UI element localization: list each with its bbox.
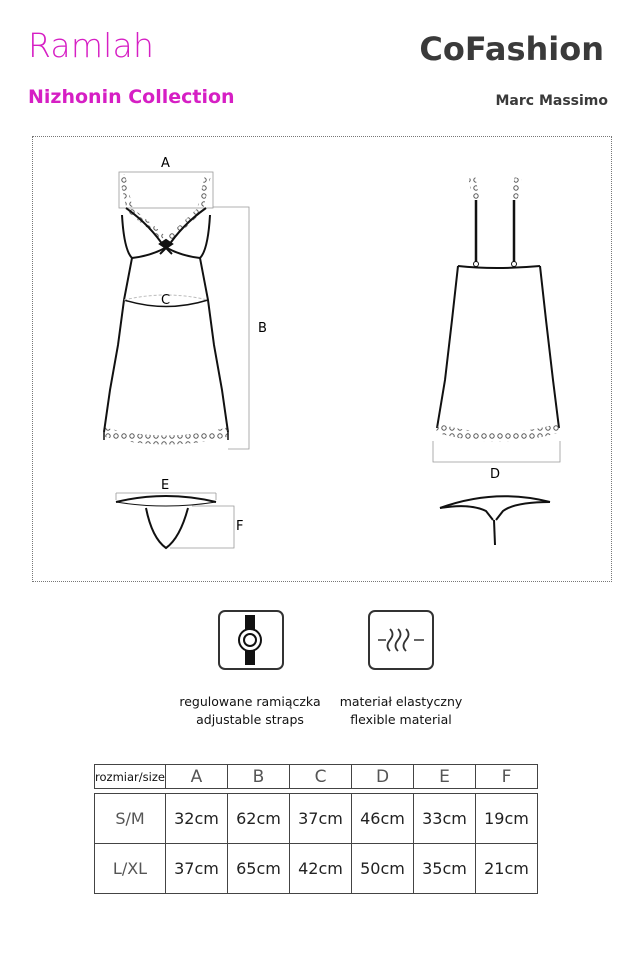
back-chemise-drawing: [433, 178, 560, 462]
value-cell: 21cm: [476, 844, 538, 894]
column-header: B: [228, 765, 290, 789]
front-lace-strap-right: [169, 175, 208, 238]
value-cell: 65cm: [228, 844, 290, 894]
measure-bracket-f: [170, 506, 234, 548]
label-d: D: [490, 467, 501, 482]
front-lace-strap-left: [122, 175, 163, 238]
value-cell: 50cm: [352, 844, 414, 894]
bow-icon: [160, 240, 172, 254]
column-header: F: [476, 765, 538, 789]
column-header: D: [352, 765, 414, 789]
brand-logo: CoFashion: [419, 30, 604, 68]
front-chemise-drawing: [104, 172, 249, 449]
designer-name: Marc Massimo: [495, 93, 608, 109]
measure-bracket-b: [213, 207, 249, 449]
value-cell: 42cm: [290, 844, 352, 894]
feature-straps-caption: [160, 693, 340, 729]
label-e: E: [161, 478, 170, 493]
value-cell: 33cm: [414, 794, 476, 844]
back-thong-drawing: [440, 496, 550, 545]
table-row: [95, 794, 538, 844]
stretch-fabric-icon: [368, 610, 434, 670]
column-header: E: [414, 765, 476, 789]
size-table-header: [95, 765, 538, 789]
product-name: Ramlah: [28, 26, 155, 65]
feature-material-label-pl: materiał elastyczny: [339, 694, 463, 709]
feature-straps-label-pl: regulowane ramiączka: [179, 694, 321, 709]
feature-material-label-en: flexible material: [350, 712, 452, 727]
value-cell: 62cm: [228, 794, 290, 844]
value-cell: 35cm: [414, 844, 476, 894]
size-cell: L/XL: [95, 844, 166, 894]
value-cell: 37cm: [290, 794, 352, 844]
collection-name: Nizhonin Collection: [28, 86, 235, 108]
measure-bracket-d: [433, 441, 560, 462]
label-a: A: [161, 156, 170, 171]
size-table-corner: rozmiar/size: [95, 765, 166, 789]
feature-straps-label-en: adjustable straps: [196, 712, 304, 727]
table-row: [95, 844, 538, 894]
front-thong-drawing: [116, 493, 234, 548]
adjustable-strap-icon: [218, 610, 284, 670]
value-cell: 46cm: [352, 794, 414, 844]
label-c: C: [161, 293, 171, 308]
size-cell: S/M: [95, 794, 166, 844]
value-cell: 37cm: [166, 844, 228, 894]
size-table: [94, 764, 538, 894]
feature-material-caption: [316, 693, 486, 729]
label-b: B: [258, 321, 267, 336]
column-header: C: [290, 765, 352, 789]
label-f: F: [236, 519, 244, 534]
column-header: A: [166, 765, 228, 789]
value-cell: 19cm: [476, 794, 538, 844]
value-cell: 32cm: [166, 794, 228, 844]
